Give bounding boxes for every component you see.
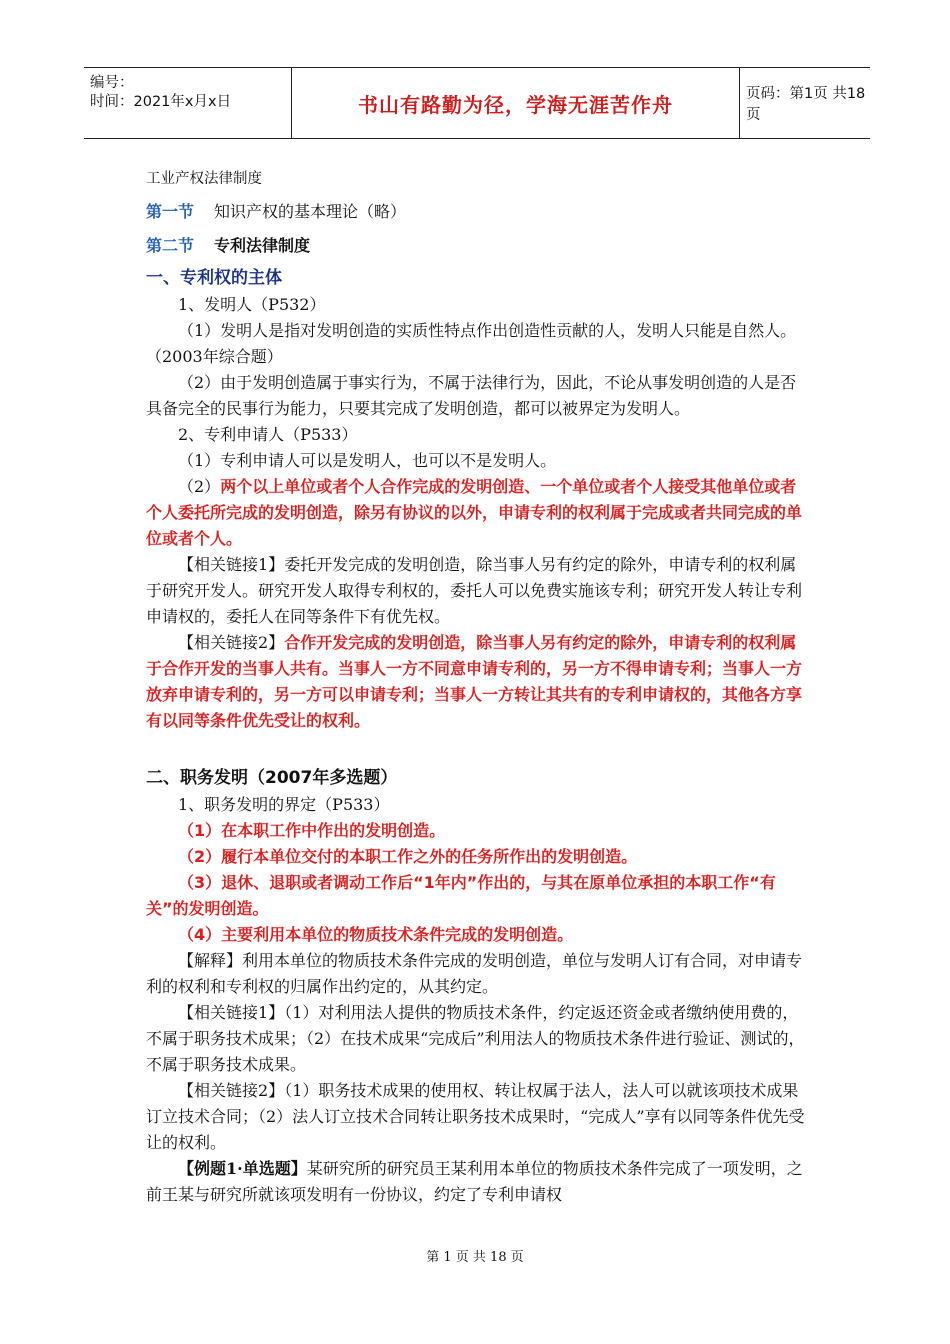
date-label: 时间：2021年x月x日 (90, 94, 232, 110)
link-label: 【相关链接2】 (178, 1081, 285, 1100)
header-meta (90, 74, 286, 112)
explain-text: 利用本单位的物质技术条件完成的发明创造，单位与发明人订有合同，对申请专利的权利和专利权的归属作出约定的，从其约定。 (146, 951, 803, 996)
heading-subject: 一、专利权的主体 (146, 268, 282, 288)
explain-label: 【解释】 (178, 951, 243, 970)
paragraph (146, 474, 806, 552)
related-link-paragraph (146, 1078, 806, 1156)
heading-service-invention: 二、职务发明（2007年多选题） (146, 768, 398, 788)
link-text: （1）职务技术成果的使用权、转让权属于法人，法人可以就该项技术成果订立技术合同；（2）法人订立技术合同转让职务技术成果时，“完成人”享有以同等条件优先受让的权利。 (146, 1081, 805, 1152)
paragraph: （2）由于发明创造属于事实行为，不属于法律行为，因此，不论从事发明创造的人是否具备完全的民事行为能力，只要其完成了发明创造，都可以被界定为发明人。 (146, 373, 797, 418)
document-title: 工业产权法律制度 (146, 171, 262, 187)
link-label: 【相关链接1】 (178, 555, 285, 574)
paragraph: （1）发明人是指对发明创造的实质性特点作出创造性贡献的人，发明人只能是自然人。（2003年综合题） (146, 321, 797, 366)
highlight-text: 合作开发完成的发明创造，除当事人另有约定的除外，申请专利的权利属于合作开发的当事人共有。当事人一方不同意申请专利的，另一方不得申请专利；当事人一方放弃申请专利的，另一方可以申请专利；当事人一方转让其共有的专利申请权的，其他各方享有以同等条件优先受让的权利。 (146, 633, 803, 730)
list-item: （3）退休、退职或者调动工作后“1年内”作出的，与其在原单位承担的本职工作“有关”的发明创造。 (146, 873, 776, 918)
header-page-info: 页码：第1页 共18页 (746, 86, 866, 123)
subheading-inventor: 1、发明人（P532） (178, 295, 326, 314)
document-body (146, 166, 806, 1208)
number-label: 编号： (90, 75, 134, 91)
link-text: （1）对利用法人提供的物质技术条件，约定返还资金或者缴纳使用费的，不属于职务技术成果；（2）在技术成果“完成后”利用法人的物质技术条件进行验证、测试的，不属于职务技术成果。 (146, 1003, 805, 1074)
highlight-text: 两个以上单位或者个人合作完成的发明创造、一个单位或者个人接受其他单位或者个人委托所完成的发明创造，除另有协议的以外，申请专利的权利属于完成或者共同完成的单位或者个人。 (146, 477, 803, 548)
section-heading-2 (146, 232, 806, 260)
page-footer: 第 1 页 共 18 页 (426, 1250, 524, 1265)
item-prefix: （2） (178, 477, 221, 496)
section-title: 知识产权的基本理论（略） (214, 202, 407, 221)
related-link-paragraph (146, 630, 806, 734)
list-item: （4）主要利用本单位的物质技术条件完成的发明创造。 (178, 925, 574, 944)
list-item: （2）履行本单位交付的本职工作之外的任务所作出的发明创造。 (178, 847, 638, 866)
section-title: 专利法律制度 (214, 236, 311, 255)
related-link-paragraph (146, 552, 806, 630)
list-item: （1）在本职工作中作出的发明创造。 (178, 821, 446, 840)
header-motto: 书山有路勤为径，学海无涯苦作舟 (291, 68, 740, 138)
page-header (84, 67, 870, 139)
link-label: 【相关链接1】 (178, 1003, 285, 1022)
link-text: 委托开发完成的发明创造，除当事人另有约定的除外，申请专利的权利属于研究开发人。研究开发人取得专利权的，委托人可以免费实施该专利；研究开发人转让专利申请权的，委托人在同等条件下有优先权。 (146, 555, 803, 626)
subheading-applicant: 2、专利申请人（P533） (178, 425, 358, 444)
section-label: 第二节 (146, 236, 195, 255)
example-paragraph (146, 1156, 806, 1208)
link-label: 【相关链接2】 (178, 633, 285, 652)
explanation-paragraph (146, 948, 806, 1000)
example-text: 某研究所的研究员王某利用本单位的物质技术条件完成了一项发明，之前王某与研究所就该项发明有一份协议，约定了专利申请权 (146, 1159, 803, 1204)
related-link-paragraph (146, 1000, 806, 1078)
section-heading-1 (146, 198, 806, 226)
paragraph: （1）专利申请人可以是发明人，也可以不是发明人。 (178, 451, 557, 470)
section-label: 第一节 (146, 202, 195, 221)
example-label: 【例题1·单选题】 (178, 1159, 307, 1178)
subheading-definition: 1、职务发明的界定（P533） (178, 795, 390, 814)
